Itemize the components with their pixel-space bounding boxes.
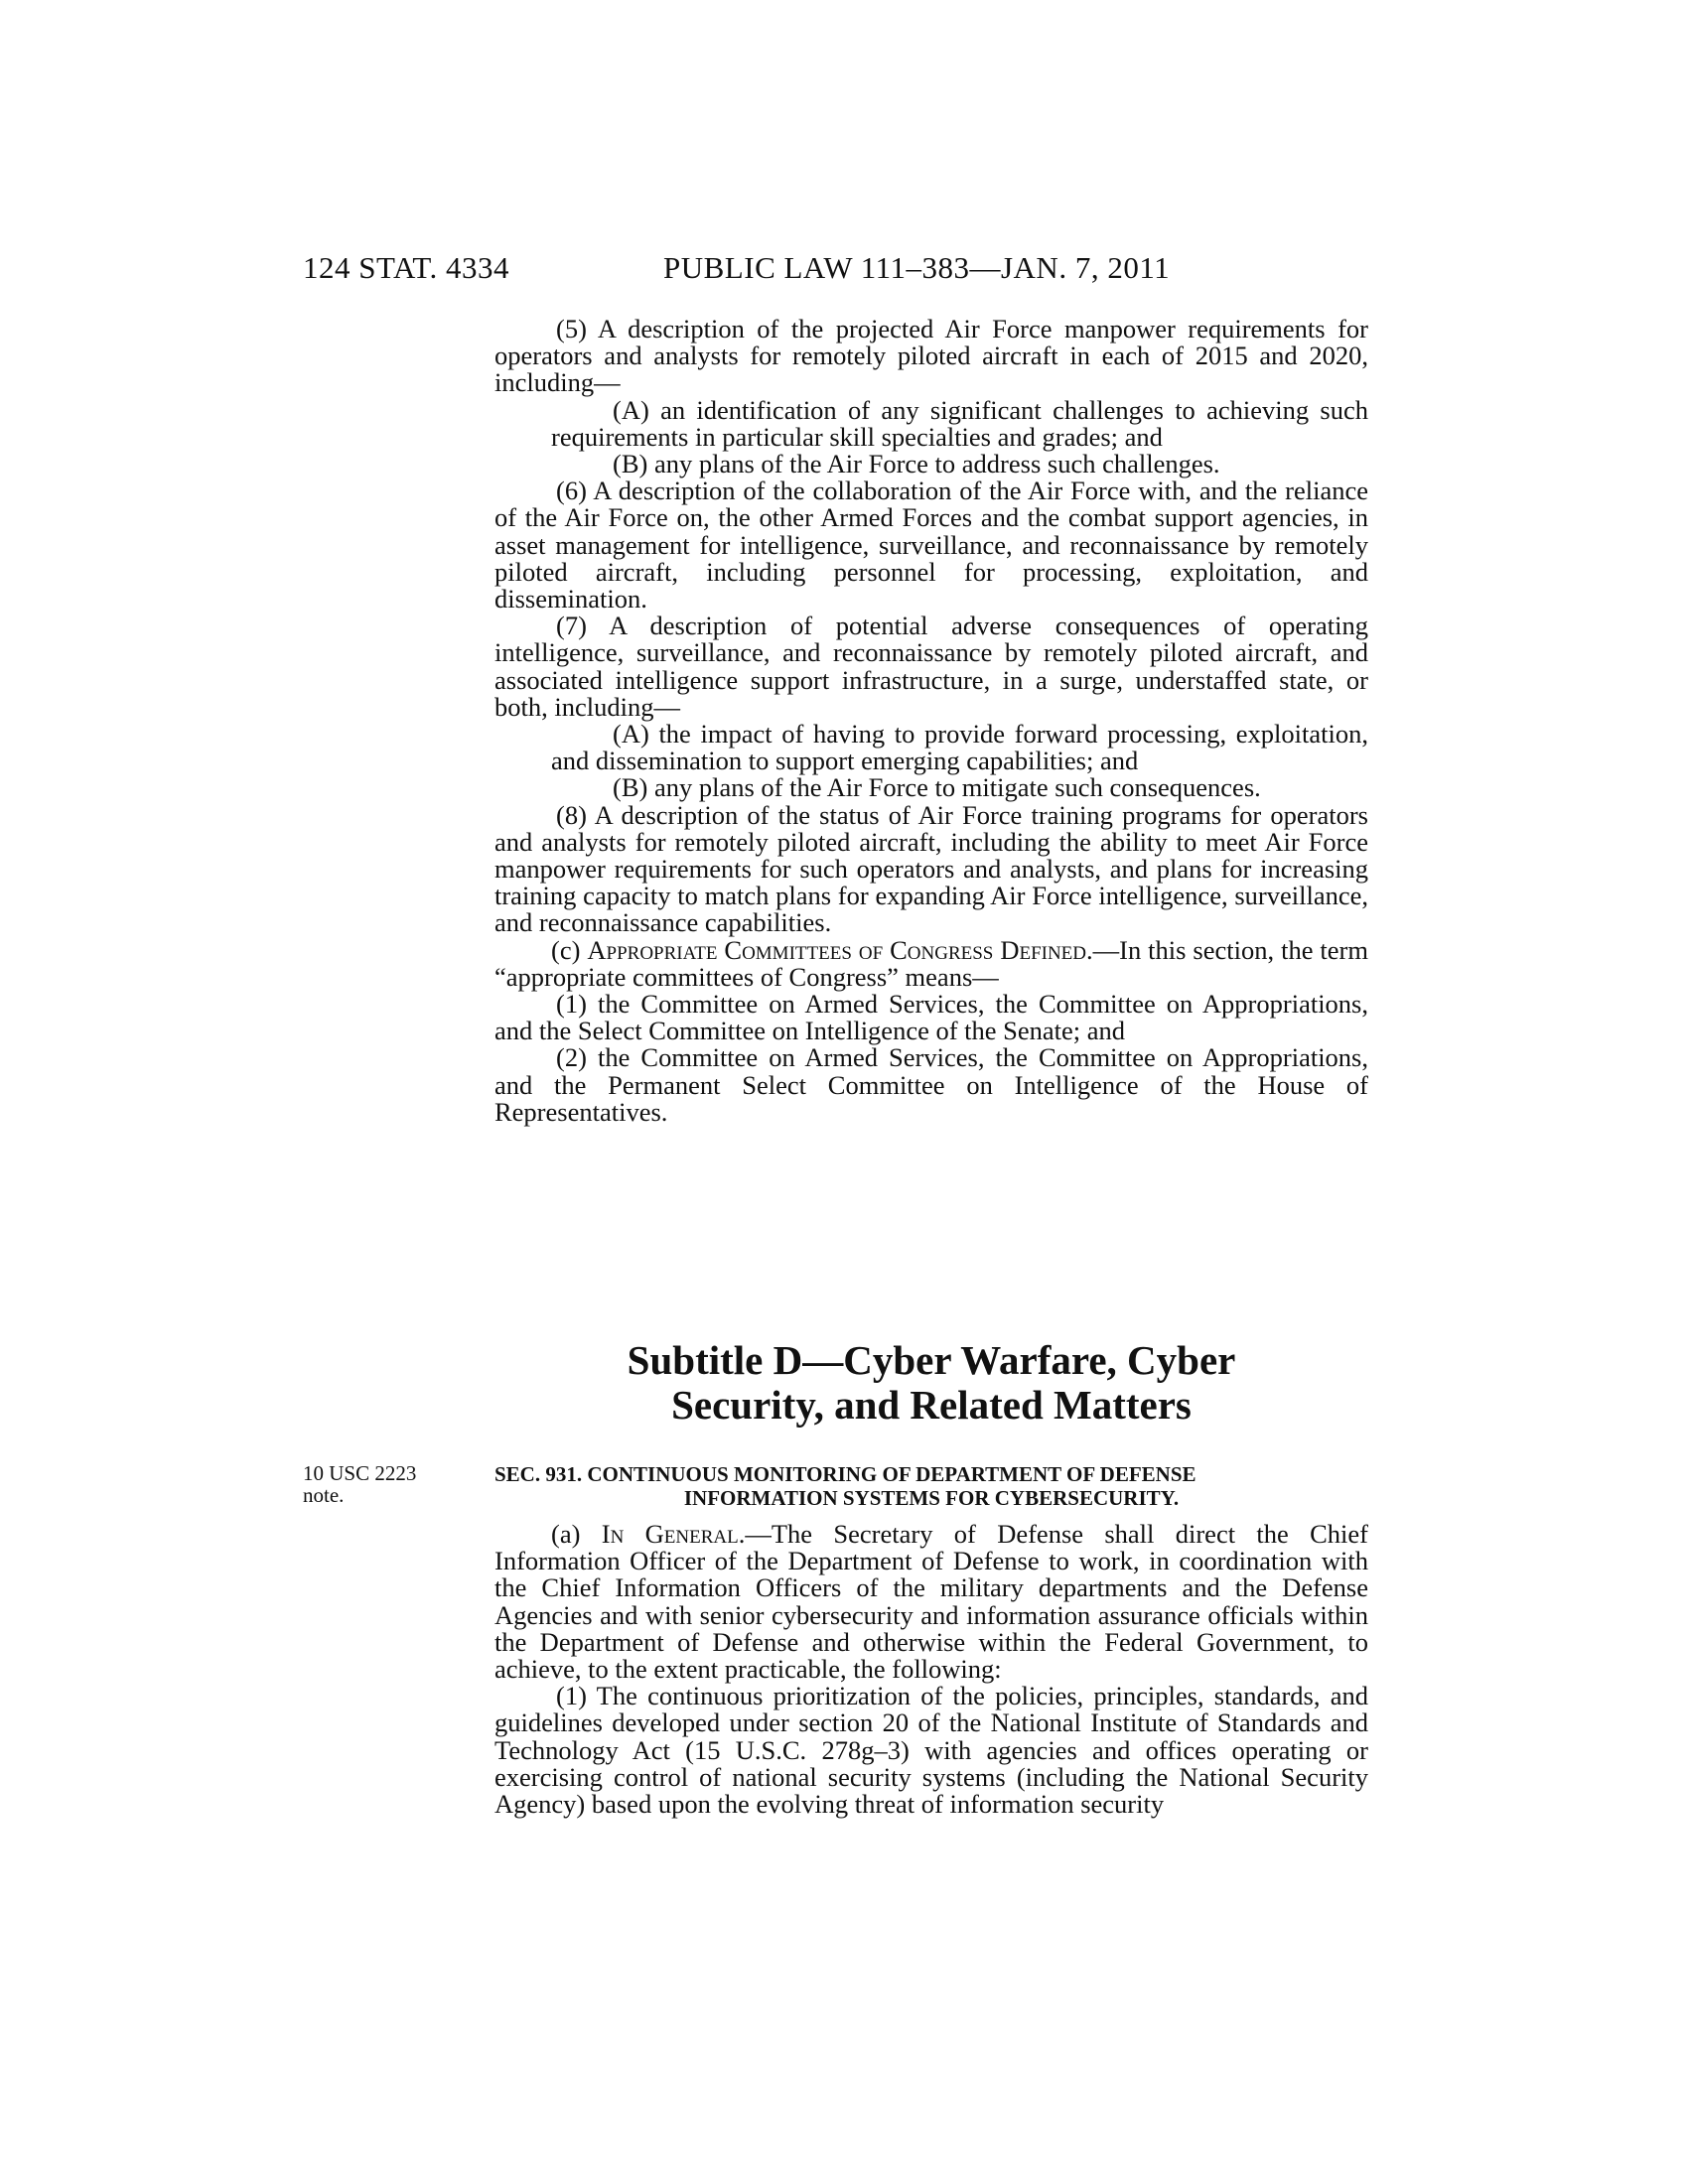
subsection-c	[438, 934, 1368, 992]
paragraph-7-b: (B) any plans of the Air Force to mitigate such consequences.	[613, 772, 1261, 803]
subsection-c-prefix: (c)	[551, 934, 588, 965]
paragraph-8: (8) A description of the status of Air Force training programs for operators and analysts for remotely piloted aircraft, including the ability to meet Air Force manpower requirements for such operators and analysts, and plans for increasing training capacity to match plans for expanding Air Force intelligence, surveillance, and reconnaissance capabilities.	[494, 799, 1368, 938]
section-heading	[494, 1462, 1368, 1510]
subtitle-line-2: Security, and Related Matters	[671, 1382, 1192, 1428]
margin-note-line-2: note.	[303, 1483, 345, 1507]
page-stat-reference: 124 STAT. 4334	[303, 250, 510, 285]
margin-note-line-1: 10 USC 2223	[303, 1461, 417, 1485]
subsection-c-heading: Appropriate Committees of Congress Defined.	[587, 934, 1093, 965]
paragraph-5: (5) A description of the projected Air Force manpower requirements for operators and analysts for remotely piloted aircraft in each of 2015 and 2020, including—	[494, 314, 1368, 398]
section-heading-line-1: SEC. 931. CONTINUOUS MONITORING OF DEPARTMENT OF DEFENSE	[494, 1462, 1196, 1486]
subsection-a-heading: In General.	[601, 1519, 746, 1549]
margin-note	[303, 1462, 416, 1506]
subtitle-heading	[494, 1338, 1368, 1428]
paragraph-5-a: (A) an identification of any significant challenges to achieving such requirements in particular skill specialties and grades; and	[551, 394, 1368, 452]
paragraph-7: (7) A description of potential adverse consequences of operating intelligence, surveillance, and reconnaissance by remotely piloted aircraft, and associated intelligence support infrastructure, in a surge, understaffed state, or both, including—	[494, 611, 1368, 722]
body-text-top	[494, 316, 1368, 1126]
body-text-bottom	[494, 1521, 1368, 1818]
paragraph-a-1: (1) The continuous prioritization of the policies, principles, standards, and guidelines developed under section 20 of the National Institute of Standards and Technology Act (15 U.S.C. 278g–3) with agencies and offices operating or exercising control of national security systems (including the National Security Agency) based upon the evolving threat of information security	[494, 1681, 1368, 1820]
subtitle-line-1: Subtitle D—Cyber Warfare, Cyber	[627, 1337, 1236, 1383]
paragraph-c-2: (2) the Committee on Armed Services, the Committee on Appropriations, and the Permanent Select Committee on Intelligence of the House of Representatives.	[494, 1042, 1368, 1127]
subsection-a	[438, 1521, 1368, 1683]
paragraph-7-a: (A) the impact of having to provide forward processing, exploitation, and dissemination to support emerging capabilities; and	[551, 719, 1368, 776]
subsection-c-text: —In this section, the term “appropriate committees of Congress” means—	[494, 934, 1368, 992]
paragraph-5-b: (B) any plans of the Air Force to address such challenges.	[613, 449, 1220, 479]
section-heading-line-2: INFORMATION SYSTEMS FOR CYBERSECURITY.	[683, 1486, 1180, 1510]
subsection-a-prefix: (a)	[551, 1519, 602, 1549]
paragraph-c-1: (1) the Committee on Armed Services, the Committee on Appropriations, and the Select Committee on Intelligence of the Senate; and	[494, 989, 1368, 1046]
paragraph-6: (6) A description of the collaboration of the Air Force with, and the reliance of the Air Force on, the other Armed Forces and the combat support agencies, in asset management for intelligence, surveillance, and reconnaissance by remotely piloted aircraft, including personnel for processing, exploitation, and dissemination.	[494, 476, 1368, 614]
running-header: PUBLIC LAW 111–383—JAN. 7, 2011	[663, 250, 1171, 285]
subsection-a-text: —The Secretary of Defense shall direct the Chief Information Officer of the Department of Defense to work, in coordination with the Chief Information Officers of the military departments and the Defense Agencies and with senior cybersecurity and information assurance officials within the Department of Defense and otherwise within the Federal Government, to achieve, to the extent practicable, the following:	[494, 1519, 1368, 1685]
